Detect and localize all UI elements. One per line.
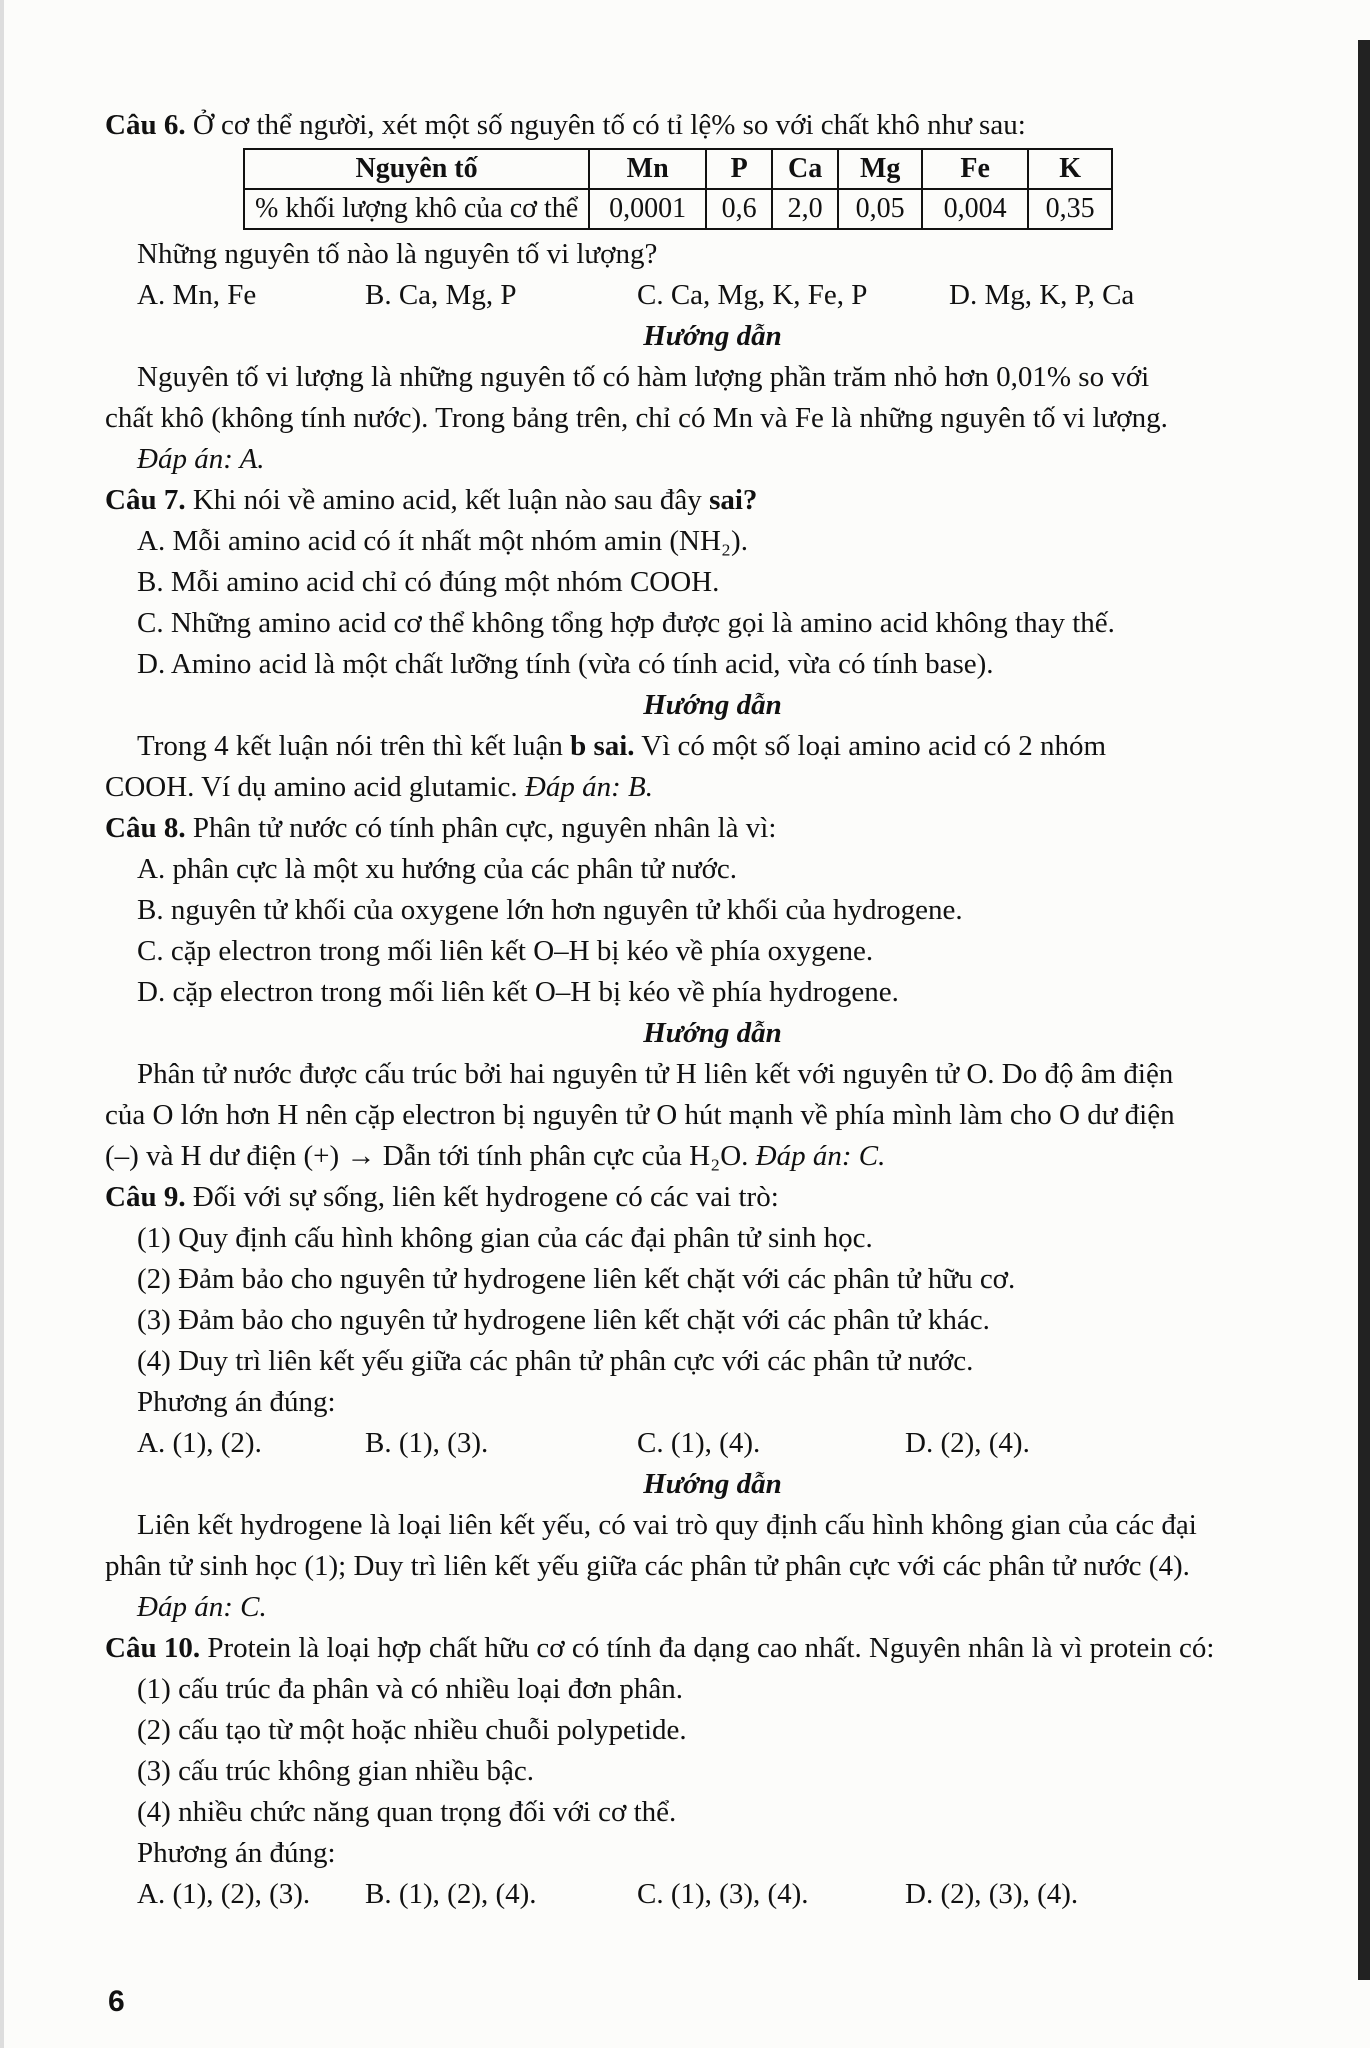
option-c: C. Ca, Mg, K, Fe, P: [637, 279, 868, 311]
table-cell: 0,6: [706, 189, 772, 229]
table-cell: % khối lượng khô của cơ thể: [244, 189, 589, 229]
question-7: Câu 7. Khi nói về amino acid, kết luận nào sau đây sai?: [105, 484, 758, 516]
guide-text: chất khô (không tính nước). Trong bảng trên, chỉ có Mn và Fe là những nguyên tố vi lượng.: [105, 402, 1168, 434]
option-a: A. (1), (2).: [137, 1427, 262, 1459]
table-cell: Nguyên tố: [244, 149, 589, 189]
question-10: Câu 10. Protein là loại hợp chất hữu cơ có tính đa dạng cao nhất. Nguyên nhân là vì protein có:: [105, 1632, 1215, 1664]
table-header-row: [244, 149, 1112, 189]
option-d: D. (2), (3), (4).: [905, 1878, 1079, 1910]
page-content: [105, 105, 1320, 1915]
guide-heading: Hướng dẫn: [643, 320, 782, 352]
page-left-edge: [0, 0, 4, 2048]
question-9-options: [105, 1423, 1320, 1464]
guide-heading: Hướng dẫn: [643, 689, 782, 721]
option-c: C. (1), (3), (4).: [637, 1878, 809, 1910]
list-item: (1) cấu trúc đa phân và có nhiều loại đơn phân.: [137, 1673, 684, 1705]
option-a: A. (1), (2), (3).: [137, 1878, 311, 1910]
option-d: D. Mg, K, P, Ca: [949, 279, 1135, 311]
table-cell: P: [706, 149, 772, 189]
guide-heading: Hướng dẫn: [643, 1468, 782, 1500]
table-cell: Fe: [922, 149, 1028, 189]
table-cell: 0,05: [838, 189, 922, 229]
guide-text: Trong 4 kết luận nói trên thì kết luận b sai. Vì có một số loại amino acid có 2 nhóm: [137, 730, 1107, 762]
table-cell: 0,35: [1028, 189, 1112, 229]
option-a: A. Mn, Fe: [137, 279, 257, 311]
page-binding-edge: [1358, 40, 1370, 1980]
answer: Đáp án: C.: [137, 1591, 267, 1623]
guide-heading: Hướng dẫn: [643, 1017, 782, 1049]
option-a: A. Mỗi amino acid có ít nhất một nhóm amin (NH₂).: [137, 525, 748, 557]
list-item: (1) Quy định cấu hình không gian của các đại phân tử sinh học.: [137, 1222, 873, 1254]
question-10-options: [105, 1874, 1320, 1915]
option-b: B. (1), (3).: [365, 1427, 489, 1459]
list-item: (3) cấu trúc không gian nhiều bậc.: [137, 1755, 534, 1787]
guide-text: (–) và H dư điện (+) → Dẫn tới tính phân cực của H₂O. Đáp án: C.: [105, 1140, 886, 1172]
page-number: 6: [108, 1985, 125, 2018]
table-cell: 2,0: [772, 189, 838, 229]
option-d: D. (2), (4).: [905, 1427, 1030, 1459]
table-row: [244, 189, 1112, 229]
option-d: D. Amino acid là một chất lưỡng tính (vừa có tính acid, vừa có tính base).: [137, 648, 994, 680]
option-a: A. phân cực là một xu hướng của các phân tử nước.: [137, 853, 738, 885]
guide-text: phân tử sinh học (1); Duy trì liên kết yếu giữa các phân tử phân cực với các phân tử nước (4).: [105, 1550, 1190, 1582]
guide-text: Liên kết hydrogene là loại liên kết yếu, có vai trò quy định cấu hình không gian của các đại: [137, 1509, 1197, 1541]
question-9: Câu 9. Đối với sự sống, liên kết hydrogene có các vai trò:: [105, 1181, 779, 1213]
answer: Đáp án: A.: [137, 443, 265, 475]
table-cell: Mn: [589, 149, 706, 189]
table-cell: Mg: [838, 149, 922, 189]
option-c: C. cặp electron trong mối liên kết O–H bị kéo về phía oxygene.: [137, 935, 874, 967]
table-cell: K: [1028, 149, 1112, 189]
element-table: [243, 148, 1113, 230]
guide-text: của O lớn hơn H nên cặp electron bị nguyên tử O hút mạnh về phía mình làm cho O dư điện: [105, 1099, 1175, 1131]
list-item: (4) nhiều chức năng quan trọng đối với cơ thể.: [137, 1796, 677, 1828]
question-6-options: [105, 275, 1320, 316]
question-8: Câu 8. Phân tử nước có tính phân cực, nguyên nhân là vì:: [105, 812, 777, 844]
guide-text: COOH. Ví dụ amino acid glutamic. Đáp án: B.: [105, 771, 653, 803]
table-cell: Ca: [772, 149, 838, 189]
option-d: D. cặp electron trong mối liên kết O–H bị kéo về phía hydrogene.: [137, 976, 899, 1008]
option-b: B. nguyên tử khối của oxygene lớn hơn nguyên tử khối của hydrogene.: [137, 894, 963, 926]
question-9-prompt: Phương án đúng:: [137, 1386, 336, 1418]
option-c: C. Những amino acid cơ thể không tổng hợp được gọi là amino acid không thay thế.: [137, 607, 1115, 639]
option-c: C. (1), (4).: [637, 1427, 761, 1459]
guide-text: Nguyên tố vi lượng là những nguyên tố có hàm lượng phần trăm nhỏ hơn 0,01% so với: [137, 361, 1150, 393]
table-cell: 0,004: [922, 189, 1028, 229]
option-b: B. Ca, Mg, P: [365, 279, 517, 311]
list-item: (2) Đảm bảo cho nguyên tử hydrogene liên kết chặt với các phân tử hữu cơ.: [137, 1263, 1016, 1295]
list-item: (2) cấu tạo từ một hoặc nhiều chuỗi polypetide.: [137, 1714, 687, 1746]
question-10-prompt: Phương án đúng:: [137, 1837, 336, 1869]
question-6: Câu 6. Ở cơ thể người, xét một số nguyên tố có tỉ lệ% so với chất khô như sau:: [105, 109, 1026, 141]
option-b: B. (1), (2), (4).: [365, 1878, 537, 1910]
question-6-prompt: Những nguyên tố nào là nguyên tố vi lượng?: [137, 238, 658, 270]
option-b: B. Mỗi amino acid chỉ có đúng một nhóm COOH.: [137, 566, 720, 598]
list-item: (3) Đảm bảo cho nguyên tử hydrogene liên kết chặt với các phân tử khác.: [137, 1304, 990, 1336]
table-cell: 0,0001: [589, 189, 706, 229]
guide-text: Phân tử nước được cấu trúc bởi hai nguyên tử H liên kết với nguyên tử O. Do độ âm điện: [137, 1058, 1174, 1090]
list-item: (4) Duy trì liên kết yếu giữa các phân tử phân cực với các phân tử nước.: [137, 1345, 974, 1377]
